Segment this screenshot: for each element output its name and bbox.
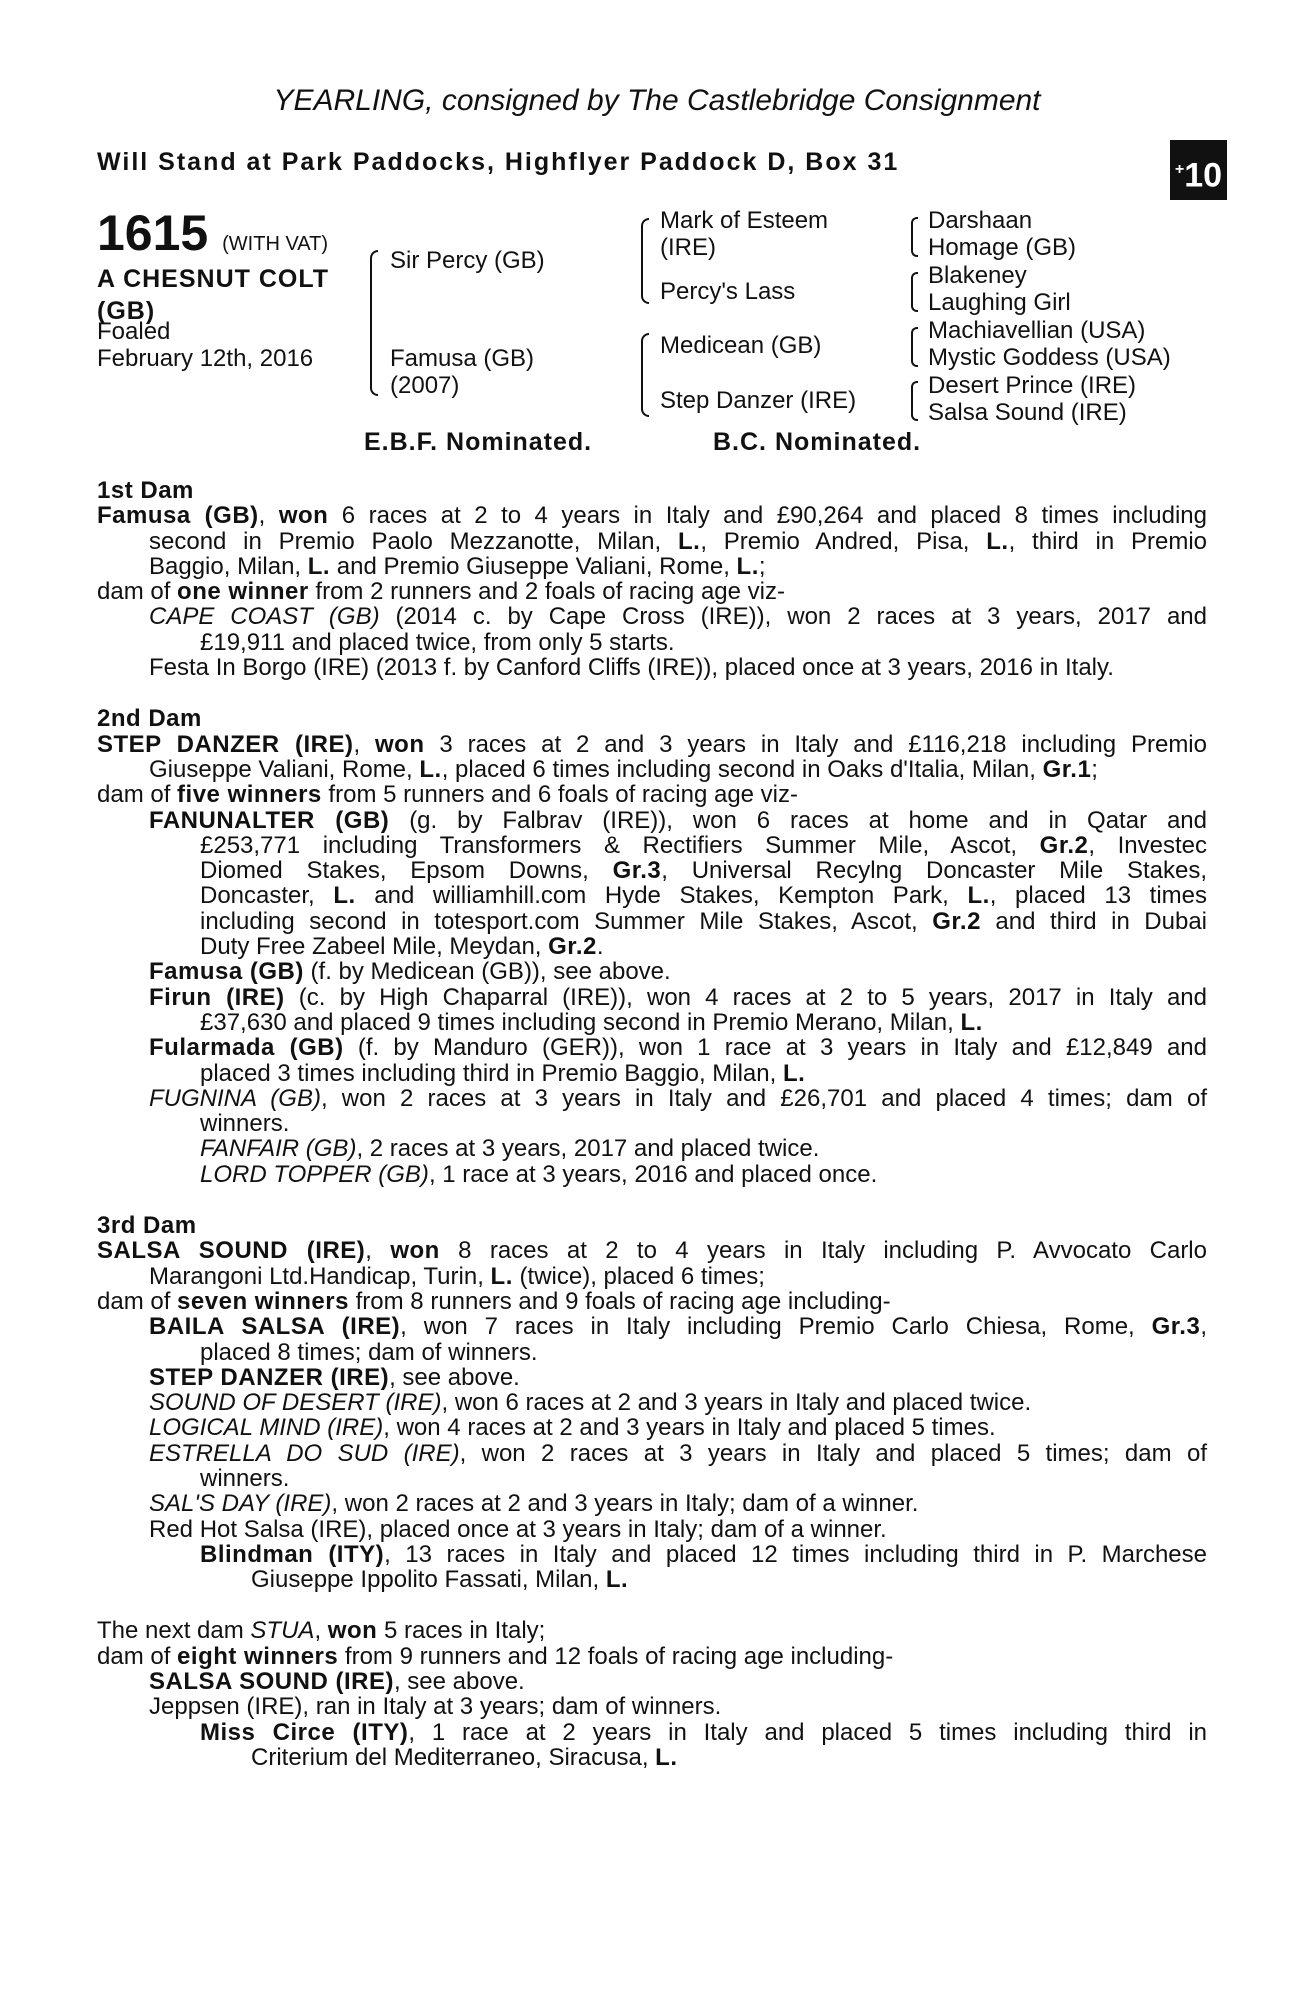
section-heading-2nd-dam: 2nd Dam <box>97 705 202 733</box>
dam-year: (2007) <box>390 372 460 399</box>
text-line: Marangoni Ltd.Handicap, Turin, L. (twice), placed 6 times; <box>149 1262 765 1290</box>
sire-brace <box>641 218 649 304</box>
lot-description-line2: (GB) <box>97 297 156 325</box>
vat-note: (WITH VAT) <box>222 233 329 255</box>
dd-brace <box>911 381 918 421</box>
sire-sire-dam: Homage (GB) <box>928 234 1077 261</box>
lot-number-line <box>97 205 329 261</box>
text-line: FANUNALTER (GB) (g. by Falbrav (IRE)), won 6 races at home and in Qatar and <box>149 806 1208 834</box>
text-line: dam of eight winners from 9 runners and 12 foals of racing age including- <box>97 1642 894 1670</box>
ebf-nominated: E.B.F. Nominated. <box>364 428 593 456</box>
sire-dam-dam: Laughing Girl <box>928 289 1071 316</box>
ds-brace <box>911 327 918 367</box>
catalogue-body <box>97 478 1207 1770</box>
dam-dam-sire: Desert Prince (IRE) <box>928 372 1137 399</box>
sire-sire-name: Mark of Esteem <box>660 207 829 234</box>
dam-sire-dam: Mystic Goddess (USA) <box>928 344 1171 371</box>
text-line: Famusa (GB) (f. by Medicean (GB)), see above. <box>149 958 671 986</box>
text-line: BAILA SALSA (IRE), won 7 races in Italy including Premio Carlo Chiesa, Rome, Gr.3, <box>149 1313 1207 1341</box>
text-line: £37,630 and placed 9 times including second in Premio Merano, Milan, L. <box>200 1008 983 1036</box>
text-line: dam of one winner from 2 runners and 2 foals of racing age viz- <box>97 578 785 606</box>
dam-brace <box>641 333 649 417</box>
text-line: dam of seven winners from 8 runners and 9 foals of racing age including- <box>97 1287 891 1315</box>
dam <box>390 345 534 399</box>
text-line: placed 3 times including third in Premio Baggio, Milan, L. <box>200 1059 806 1087</box>
text-line: Diomed Stakes, Epsom Downs, Gr.3, Universal Recylng Doncaster Mile Stakes, <box>200 857 1207 885</box>
dam-sire: Medicean (GB) <box>660 332 822 359</box>
text-line: £253,771 including Transformers & Rectifiers Summer Mile, Ascot, Gr.2, Investec <box>200 831 1207 859</box>
sire-dam-brace <box>370 250 378 396</box>
text-line: FUGNINA (GB), won 2 races at 3 years in Italy and £26,701 and placed 4 times; dam of <box>149 1084 1207 1112</box>
sire-sire <box>660 207 828 261</box>
text-line: Doncaster, L. and williamhill.com Hyde Stakes, Kempton Park, L., placed 13 times <box>200 882 1207 910</box>
text-line: SAL'S DAY (IRE), won 2 races at 2 and 3 years in Italy; dam of a winner. <box>149 1490 919 1518</box>
text-line: SOUND OF DESERT (IRE), won 6 races at 2 and 3 years in Italy and placed twice. <box>149 1389 1032 1417</box>
ss-brace <box>911 217 918 257</box>
text-line: Jeppsen (IRE), ran in Italy at 3 years; dam of winners. <box>149 1693 722 1721</box>
sire: Sir Percy (GB) <box>390 247 545 274</box>
text-line: Baggio, Milan, L. and Premio Giuseppe Valiani, Rome, L.; <box>149 552 766 580</box>
lot-number: 1615 <box>97 205 209 261</box>
text-line: Giuseppe Ippolito Fassati, Milan, L. <box>251 1566 629 1594</box>
sale-header: YEARLING, consigned by The Castlebridge Consignment <box>273 84 1041 117</box>
foaled-label: Foaled <box>97 318 171 345</box>
dam-dam-dam: Salsa Sound (IRE) <box>928 399 1127 426</box>
sire-dam-sire: Blakeney <box>928 262 1027 289</box>
spacer <box>97 1187 1207 1213</box>
text-line: second in Premio Paolo Mezzanotte, Milan, L., Premio Andred, Pisa, L., third in Premio <box>149 527 1208 555</box>
text-line: placed 8 times; dam of winners. <box>200 1338 538 1366</box>
text-line: £19,911 and placed twice, from only 5 starts. <box>200 628 675 656</box>
text-line: ESTRELLA DO SUD (IRE), won 2 races at 3 years in Italy and placed 5 times; dam of <box>149 1439 1207 1467</box>
text-line: winners. <box>200 1464 290 1492</box>
lot-badge <box>1170 140 1227 200</box>
text-line: SALSA SOUND (IRE), see above. <box>149 1668 525 1696</box>
section-heading-1st-dam: 1st Dam <box>97 477 194 504</box>
text-line: CAPE COAST (GB) (2014 c. by Cape Cross (IRE)), won 2 races at 3 years, 2017 and <box>149 603 1208 631</box>
spacer <box>97 680 1207 706</box>
dam-sire-sire: Machiavellian (USA) <box>928 317 1146 344</box>
foaled-date: February 12th, 2016 <box>97 345 314 372</box>
sd-brace <box>911 272 918 312</box>
text-line: Miss Circe (ITY), 1 race at 2 years in Italy and placed 5 times including third in <box>200 1718 1207 1746</box>
text-line: Famusa (GB), won 6 races at 2 to 4 years in Italy and £90,264 and placed 8 times including <box>97 502 1207 530</box>
section-heading-3rd-dam: 3rd Dam <box>97 1212 197 1240</box>
text-line: STEP DANZER (IRE), won 3 races at 2 and 3 years in Italy and £116,218 including Premio <box>97 730 1207 758</box>
text-line: winners. <box>200 1110 290 1138</box>
text-line: FANFAIR (GB), 2 races at 3 years, 2017 and placed twice. <box>200 1135 820 1163</box>
text-line: LORD TOPPER (GB), 1 race at 3 years, 2016 and placed once. <box>200 1160 878 1188</box>
badge-prefix: + <box>1174 161 1185 178</box>
text-line: Blindman (ITY), 13 races in Italy and placed 12 times including third in P. Marchese <box>200 1540 1207 1568</box>
dam-dam: Step Danzer (IRE) <box>660 387 857 414</box>
text-line: The next dam STUA, won 5 races in Italy; <box>97 1617 546 1645</box>
text-line: dam of five winners from 5 runners and 6 foals of racing age viz- <box>97 781 799 809</box>
lot-description-line1: A CHESNUT COLT <box>97 265 330 293</box>
text-line: Giuseppe Valiani, Rome, L., placed 6 times including second in Oaks d'Italia, Milan, Gr.1; <box>149 755 1098 783</box>
text-line: LOGICAL MIND (IRE), won 4 races at 2 and 3 years in Italy and placed 5 times. <box>149 1414 996 1442</box>
bc-nominated: B.C. Nominated. <box>713 428 922 456</box>
text-line: Festa In Borgo (IRE) (2013 f. by Canford Cliffs (IRE)), placed once at 3 years, 2016 in Italy. <box>149 654 1114 682</box>
sire-dam: Percy's Lass <box>660 278 796 305</box>
foaled-info <box>97 318 313 372</box>
text-line: including second in totesport.com Summer Mile Stakes, Ascot, Gr.2 and third in Dubai <box>200 907 1207 935</box>
dam-name: Famusa (GB) <box>390 345 535 372</box>
sire-sire-country: (IRE) <box>660 234 716 261</box>
text-line: SALSA SOUND (IRE), won 8 races at 2 to 4 years in Italy including P. Avvocato Carlo <box>97 1237 1207 1265</box>
sire-sire-sire: Darshaan <box>928 207 1033 234</box>
text-line: Criterium del Mediterraneo, Siracusa, L. <box>251 1743 678 1771</box>
stand-location: Will Stand at Park Paddocks, Highflyer Paddock D, Box 31 <box>97 148 900 176</box>
spacer <box>97 1592 1207 1618</box>
text-line: Firun (IRE) (c. by High Chaparral (IRE)), won 4 races at 2 to 5 years, 2017 in Italy and <box>149 983 1207 1011</box>
text-line: Duty Free Zabeel Mile, Meydan, Gr.2. <box>200 933 604 961</box>
text-line: STEP DANZER (IRE), see above. <box>149 1363 520 1391</box>
badge-number: 10 <box>1184 156 1223 195</box>
text-line: Fularmada (GB) (f. by Manduro (GER)), won 1 race at 3 years in Italy and £12,849 and <box>149 1034 1207 1062</box>
text-line: Red Hot Salsa (IRE), placed once at 3 years in Italy; dam of a winner. <box>149 1515 887 1543</box>
